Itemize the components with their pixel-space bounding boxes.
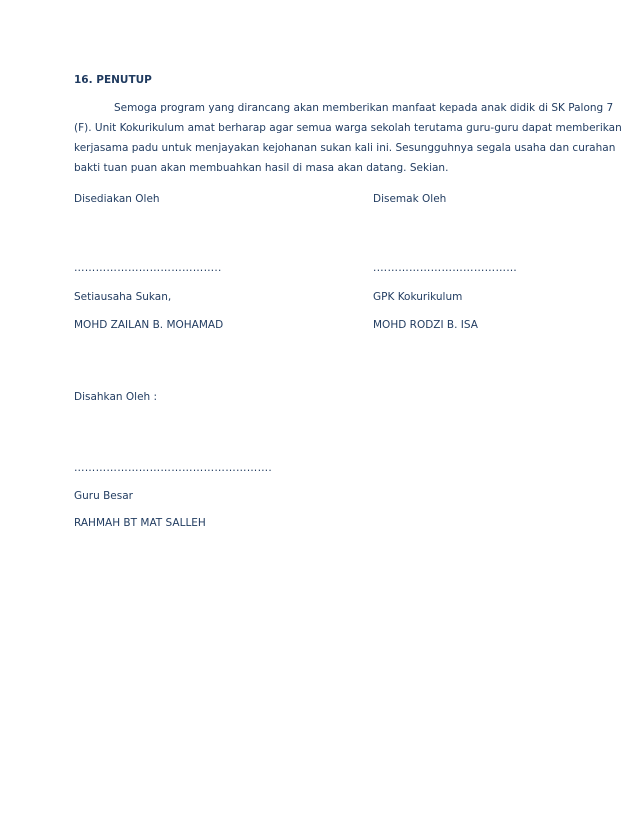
approved-by-signature-line: ………………………………………………. bbox=[74, 462, 273, 474]
paragraph-line: bakti tuan puan akan membuahkan hasil di masa akan datang. Sekian. bbox=[74, 162, 449, 174]
prepared-by-name: MOHD ZAILAN B. MOHAMAD bbox=[74, 319, 224, 331]
prepared-by-label: Disediakan Oleh bbox=[74, 193, 160, 205]
prepared-by-title: Setiausaha Sukan, bbox=[74, 291, 172, 303]
approved-by-label: Disahkan Oleh : bbox=[74, 391, 158, 403]
approved-by-title: Guru Besar bbox=[74, 490, 133, 502]
approved-by-name: RAHMAH BT MAT SALLEH bbox=[74, 517, 206, 529]
checked-by-signature-line: .………………………………… bbox=[373, 262, 518, 274]
checked-by-title: GPK Kokurikulum bbox=[373, 291, 463, 303]
paragraph-line: kerjasama padu untuk menjayakan kejohanan sukan kali ini. Sesungguhnya segala usaha dan curahan bbox=[74, 142, 616, 154]
paragraph-line: (F). Unit Kokurikulum amat berharap agar semua warga sekolah terutama guru-guru dapat memberikan bbox=[74, 122, 622, 134]
closing-paragraph bbox=[74, 98, 622, 178]
section-heading: 16. PENUTUP bbox=[74, 74, 152, 86]
checked-by-name: MOHD RODZI B. ISA bbox=[373, 319, 478, 331]
prepared-by-signature-line: ………………………………….. bbox=[74, 262, 222, 274]
checked-by-label: Disemak Oleh bbox=[373, 193, 447, 205]
paragraph-line: Semoga program yang dirancang akan memberikan manfaat kepada anak didik di SK Palong 7 bbox=[114, 102, 614, 114]
